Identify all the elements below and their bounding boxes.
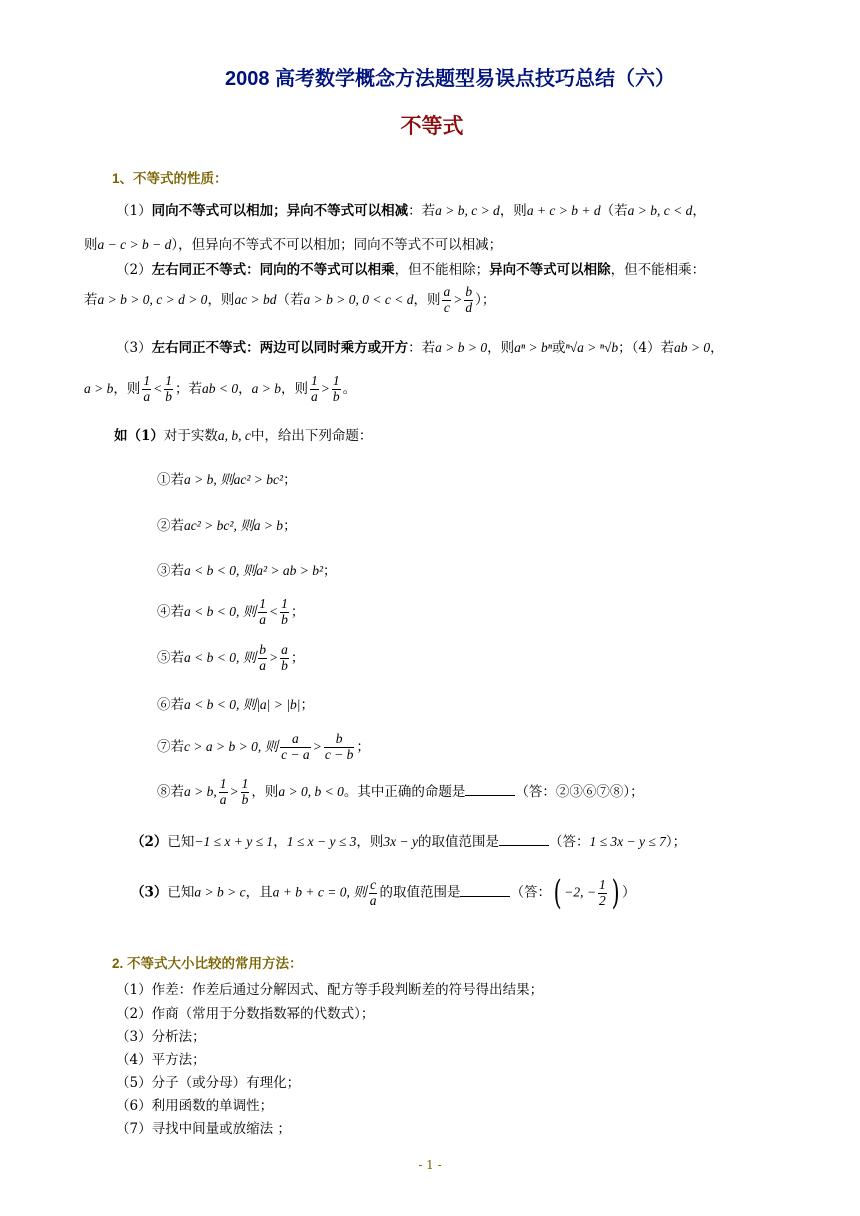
example-2 xyxy=(131,833,686,851)
property-2-line1 xyxy=(116,262,705,279)
p1-math: a + c > b + d xyxy=(526,203,601,218)
fraction-numerator: c xyxy=(370,876,377,892)
fraction xyxy=(310,374,319,405)
p3-text: 或 xyxy=(551,340,566,356)
example-text: ， xyxy=(273,834,287,850)
p3-text: ：若 xyxy=(408,340,436,356)
section1-heading: 1、不等式的性质： xyxy=(112,171,228,186)
p1-text: ），但异向不等式不可以相加；同向不等式不可以相减； xyxy=(171,237,503,253)
fraction-numerator: 1 xyxy=(165,373,172,388)
p3-math: a > b > 0 xyxy=(435,340,488,355)
proposition-1 xyxy=(157,472,297,489)
property-1-line1 xyxy=(116,203,706,220)
operator: < xyxy=(268,603,279,619)
example-math: −1 ≤ x + y ≤ 1 xyxy=(194,834,274,849)
example-text: 的取值范围是 xyxy=(379,884,461,901)
fraction xyxy=(258,597,267,628)
fraction xyxy=(332,374,341,405)
proposition-math: a > b, xyxy=(184,783,217,799)
example-text: 已知 xyxy=(167,834,195,850)
example-math: 1 ≤ x − y ≤ 3 xyxy=(286,834,357,849)
fraction-denominator: 2 xyxy=(598,892,606,908)
proposition-math: ac² > bc², 则a > b xyxy=(184,518,284,533)
proposition-mark: ②若 xyxy=(157,518,184,534)
proposition-end: ； xyxy=(323,563,337,579)
example-math: 3x − y xyxy=(383,834,418,849)
p3-math: ab > 0 xyxy=(673,340,711,355)
fraction-denominator: b xyxy=(165,388,172,404)
proposition-math: a < b < 0, 则|a| > |b| xyxy=(184,697,301,712)
property-1-line2 xyxy=(84,237,502,254)
p1-text: ，则 xyxy=(499,203,527,219)
p2-math: ac > bd xyxy=(234,291,277,307)
fraction xyxy=(241,777,250,808)
proposition-mark: ③若 xyxy=(157,563,184,579)
fraction-numerator: 1 xyxy=(332,373,340,388)
p3-text: ，则 xyxy=(487,340,515,356)
fraction-denominator: b xyxy=(281,657,288,673)
method-item-4: （4）平方法； xyxy=(116,1052,206,1068)
p2-text: ，但不能相除； xyxy=(394,262,490,278)
document-title: 2008 高考数学概念方法题型易误点技巧总结（六） xyxy=(224,68,676,90)
left-paren: ( xyxy=(553,873,562,913)
proposition-end: ； xyxy=(300,697,314,713)
proposition-math: c > a > b > 0, 则 xyxy=(184,738,279,754)
fraction-numerator: 1 xyxy=(241,776,249,791)
fraction xyxy=(280,597,289,628)
p1-bold: 同向不等式可以相加；异向不等式可以相减 xyxy=(151,203,409,219)
method-item-3: （3）分析法； xyxy=(116,1029,206,1045)
p2-text: ）； xyxy=(475,291,496,308)
operator: > xyxy=(268,649,279,665)
p2-text: ，则 xyxy=(207,291,235,308)
answer-text: （答： xyxy=(548,834,590,850)
property-3-line1 xyxy=(116,340,724,357)
example-math: a, b, c xyxy=(217,428,251,443)
p3-text: ，则 xyxy=(281,380,308,397)
proposition-math: a > 0, b < 0 xyxy=(278,783,344,799)
p1-math: a > b, c < d xyxy=(627,203,693,218)
fraction-numerator: b xyxy=(465,284,473,299)
fraction-denominator: a xyxy=(369,892,377,908)
example-text: 已知 xyxy=(167,884,195,901)
proposition-6 xyxy=(157,697,314,714)
p3-math: a > b xyxy=(84,380,114,396)
p1-text: ：若 xyxy=(408,203,436,219)
method-item-2: （2）作商（常用于分数指数幂的代数式）； xyxy=(116,1006,375,1022)
fraction xyxy=(258,643,267,674)
page-number: - 1 - xyxy=(418,1158,442,1172)
proposition-8 xyxy=(157,777,644,808)
property-2-line2 xyxy=(84,285,495,316)
fraction xyxy=(442,285,451,316)
fraction xyxy=(324,732,355,763)
p1-text: ， xyxy=(692,203,706,219)
fraction-numerator: a xyxy=(280,732,311,748)
p3-math: aⁿ > bⁿ xyxy=(514,340,552,355)
example-text: 的取值范围是 xyxy=(417,834,499,850)
fraction xyxy=(164,374,173,405)
proposition-math: a < b < 0, 则a² > ab > b² xyxy=(184,563,324,578)
fraction-numerator: 1 xyxy=(259,596,266,611)
example-math: a > b > c xyxy=(194,884,246,900)
proposition-math: a < b < 0, 则 xyxy=(184,603,257,619)
answer-text: ） xyxy=(621,884,636,901)
fraction-denominator: c − b xyxy=(324,746,354,762)
fraction-numerator: 1 xyxy=(281,596,288,611)
p3-text: 。 xyxy=(342,380,357,397)
example-text: 中，给出下列命题： xyxy=(250,428,373,444)
example-math: a + b + c = 0, 则 xyxy=(272,884,367,900)
p3-text: ；（4）若 xyxy=(618,340,674,356)
proposition-end: ； xyxy=(356,738,370,755)
fraction-denominator: a xyxy=(219,791,227,807)
fraction-numerator: 1 xyxy=(219,776,227,791)
proposition-math: a > b, 则ac² > bc² xyxy=(184,472,284,487)
example-label: 如（1） xyxy=(114,428,164,444)
p2-text: 若 xyxy=(84,291,98,308)
p3-math: ⁿ√a > ⁿ√b xyxy=(565,340,619,355)
p2-text: ，则 xyxy=(413,291,441,308)
operator: < xyxy=(153,380,163,396)
p3-text: ， xyxy=(238,380,252,397)
proposition-end: ； xyxy=(283,518,297,534)
operator: > xyxy=(312,738,322,754)
document-subtitle: 不等式 xyxy=(400,115,464,138)
p1-math: a − c > b − d xyxy=(97,237,172,252)
fraction xyxy=(142,374,151,405)
proposition-mark: ④若 xyxy=(157,603,184,620)
proposition-mark: ①若 xyxy=(157,472,184,488)
fraction-numerator: 1 xyxy=(143,373,151,388)
proposition-math: a < b < 0, 则 xyxy=(184,649,257,665)
p2-text: ，但不能相乘： xyxy=(610,262,706,278)
p1-text: （若 xyxy=(600,203,628,219)
method-item-6: （6）利用函数的单调性； xyxy=(116,1098,274,1114)
fraction-denominator: a xyxy=(259,657,266,673)
answer-blank xyxy=(465,783,515,796)
fraction-denominator: a xyxy=(259,611,266,627)
fraction-numerator: a xyxy=(443,284,451,299)
p3-bold: 左右同正不等式：两边可以同时乘方或开方 xyxy=(151,340,409,356)
fraction-numerator: b xyxy=(259,642,266,657)
property-3-line2 xyxy=(84,374,356,405)
fraction xyxy=(280,643,289,674)
example-intro xyxy=(114,428,372,445)
p3-text: ，则 xyxy=(113,380,141,397)
fraction xyxy=(280,732,311,763)
proposition-text: 。其中正确的命题是 xyxy=(343,783,466,800)
operator: > xyxy=(320,380,330,396)
fraction-numerator: b xyxy=(324,732,355,748)
fraction-denominator: a xyxy=(311,388,318,404)
answer-blank xyxy=(499,833,549,846)
proposition-end: ； xyxy=(283,472,297,488)
fraction-denominator: b xyxy=(241,791,249,807)
fraction-denominator: b xyxy=(281,611,288,627)
fraction-denominator: c xyxy=(443,299,450,315)
proposition-mark: ⑦若 xyxy=(157,738,184,755)
answer-text: （答：②③⑥⑦⑧）； xyxy=(515,783,644,800)
proposition-end: ； xyxy=(290,603,305,620)
p2-math: a > b > 0, c > d > 0 xyxy=(97,291,208,307)
p3-text: ， xyxy=(710,340,724,356)
fraction-numerator: 1 xyxy=(598,876,606,892)
answer-math: 1 ≤ 3x − y ≤ 7 xyxy=(589,834,666,849)
fraction xyxy=(219,777,228,808)
proposition-end: ； xyxy=(290,649,305,666)
fraction xyxy=(464,285,473,316)
answer-blank xyxy=(460,884,510,897)
p3-text: ；若 xyxy=(175,380,202,397)
p3-math: a > b xyxy=(251,380,281,396)
p2-math: a > b > 0, 0 < c < d xyxy=(303,291,414,307)
example-text: ，且 xyxy=(245,884,273,901)
p1-prefix: （1） xyxy=(116,203,152,219)
answer-math: −2, − xyxy=(564,884,596,900)
proposition-mark: ⑥若 xyxy=(157,697,184,713)
p2-bold: 异向不等式可以相除 xyxy=(489,262,611,278)
p3-math: ab < 0 xyxy=(202,380,239,396)
example-text: 对于实数 xyxy=(163,428,218,444)
operator: > xyxy=(453,291,463,307)
p2-bold: 左右同正不等式：同向的不等式可以相乘 xyxy=(151,262,395,278)
fraction-numerator: a xyxy=(281,642,288,657)
example-3 xyxy=(131,873,636,913)
p3-prefix: （3） xyxy=(116,340,152,356)
operator: > xyxy=(229,783,239,799)
example-text: ，则 xyxy=(356,834,384,850)
proposition-7 xyxy=(157,732,370,763)
fraction-denominator: d xyxy=(465,299,473,315)
p1-text: 则 xyxy=(84,237,98,253)
fraction-numerator: 1 xyxy=(311,373,318,388)
answer-text: （答： xyxy=(510,884,551,901)
p2-text: （若 xyxy=(276,291,304,308)
proposition-mark: ⑧若 xyxy=(157,783,184,800)
proposition-3 xyxy=(157,563,337,580)
fraction-denominator: c − a xyxy=(281,746,310,762)
method-item-7: （7）寻找中间量或放缩法 ； xyxy=(116,1121,291,1137)
fraction xyxy=(369,878,378,909)
proposition-4 xyxy=(157,597,304,628)
p2-prefix: （2） xyxy=(116,262,152,278)
fraction-denominator: b xyxy=(332,388,340,404)
answer-text: ）； xyxy=(665,834,687,850)
fraction xyxy=(598,878,607,909)
proposition-5 xyxy=(157,643,304,674)
example-label: （2） xyxy=(131,834,168,850)
proposition-mark: ⑤若 xyxy=(157,649,184,666)
proposition-text: ，则 xyxy=(251,783,279,800)
right-paren: ) xyxy=(611,873,620,913)
method-item-1: （1）作差：作差后通过分解因式、配方等手段判断差的符号得出结果； xyxy=(116,982,544,998)
proposition-2 xyxy=(157,518,297,535)
example-label: （3） xyxy=(131,884,168,901)
method-item-5: （5）分子（或分母）有理化； xyxy=(116,1075,301,1091)
p1-math: a > b, c > d xyxy=(435,203,500,218)
section2-heading: 2. 不等式大小比较的常用方法： xyxy=(112,956,303,971)
fraction-denominator: a xyxy=(143,388,151,404)
